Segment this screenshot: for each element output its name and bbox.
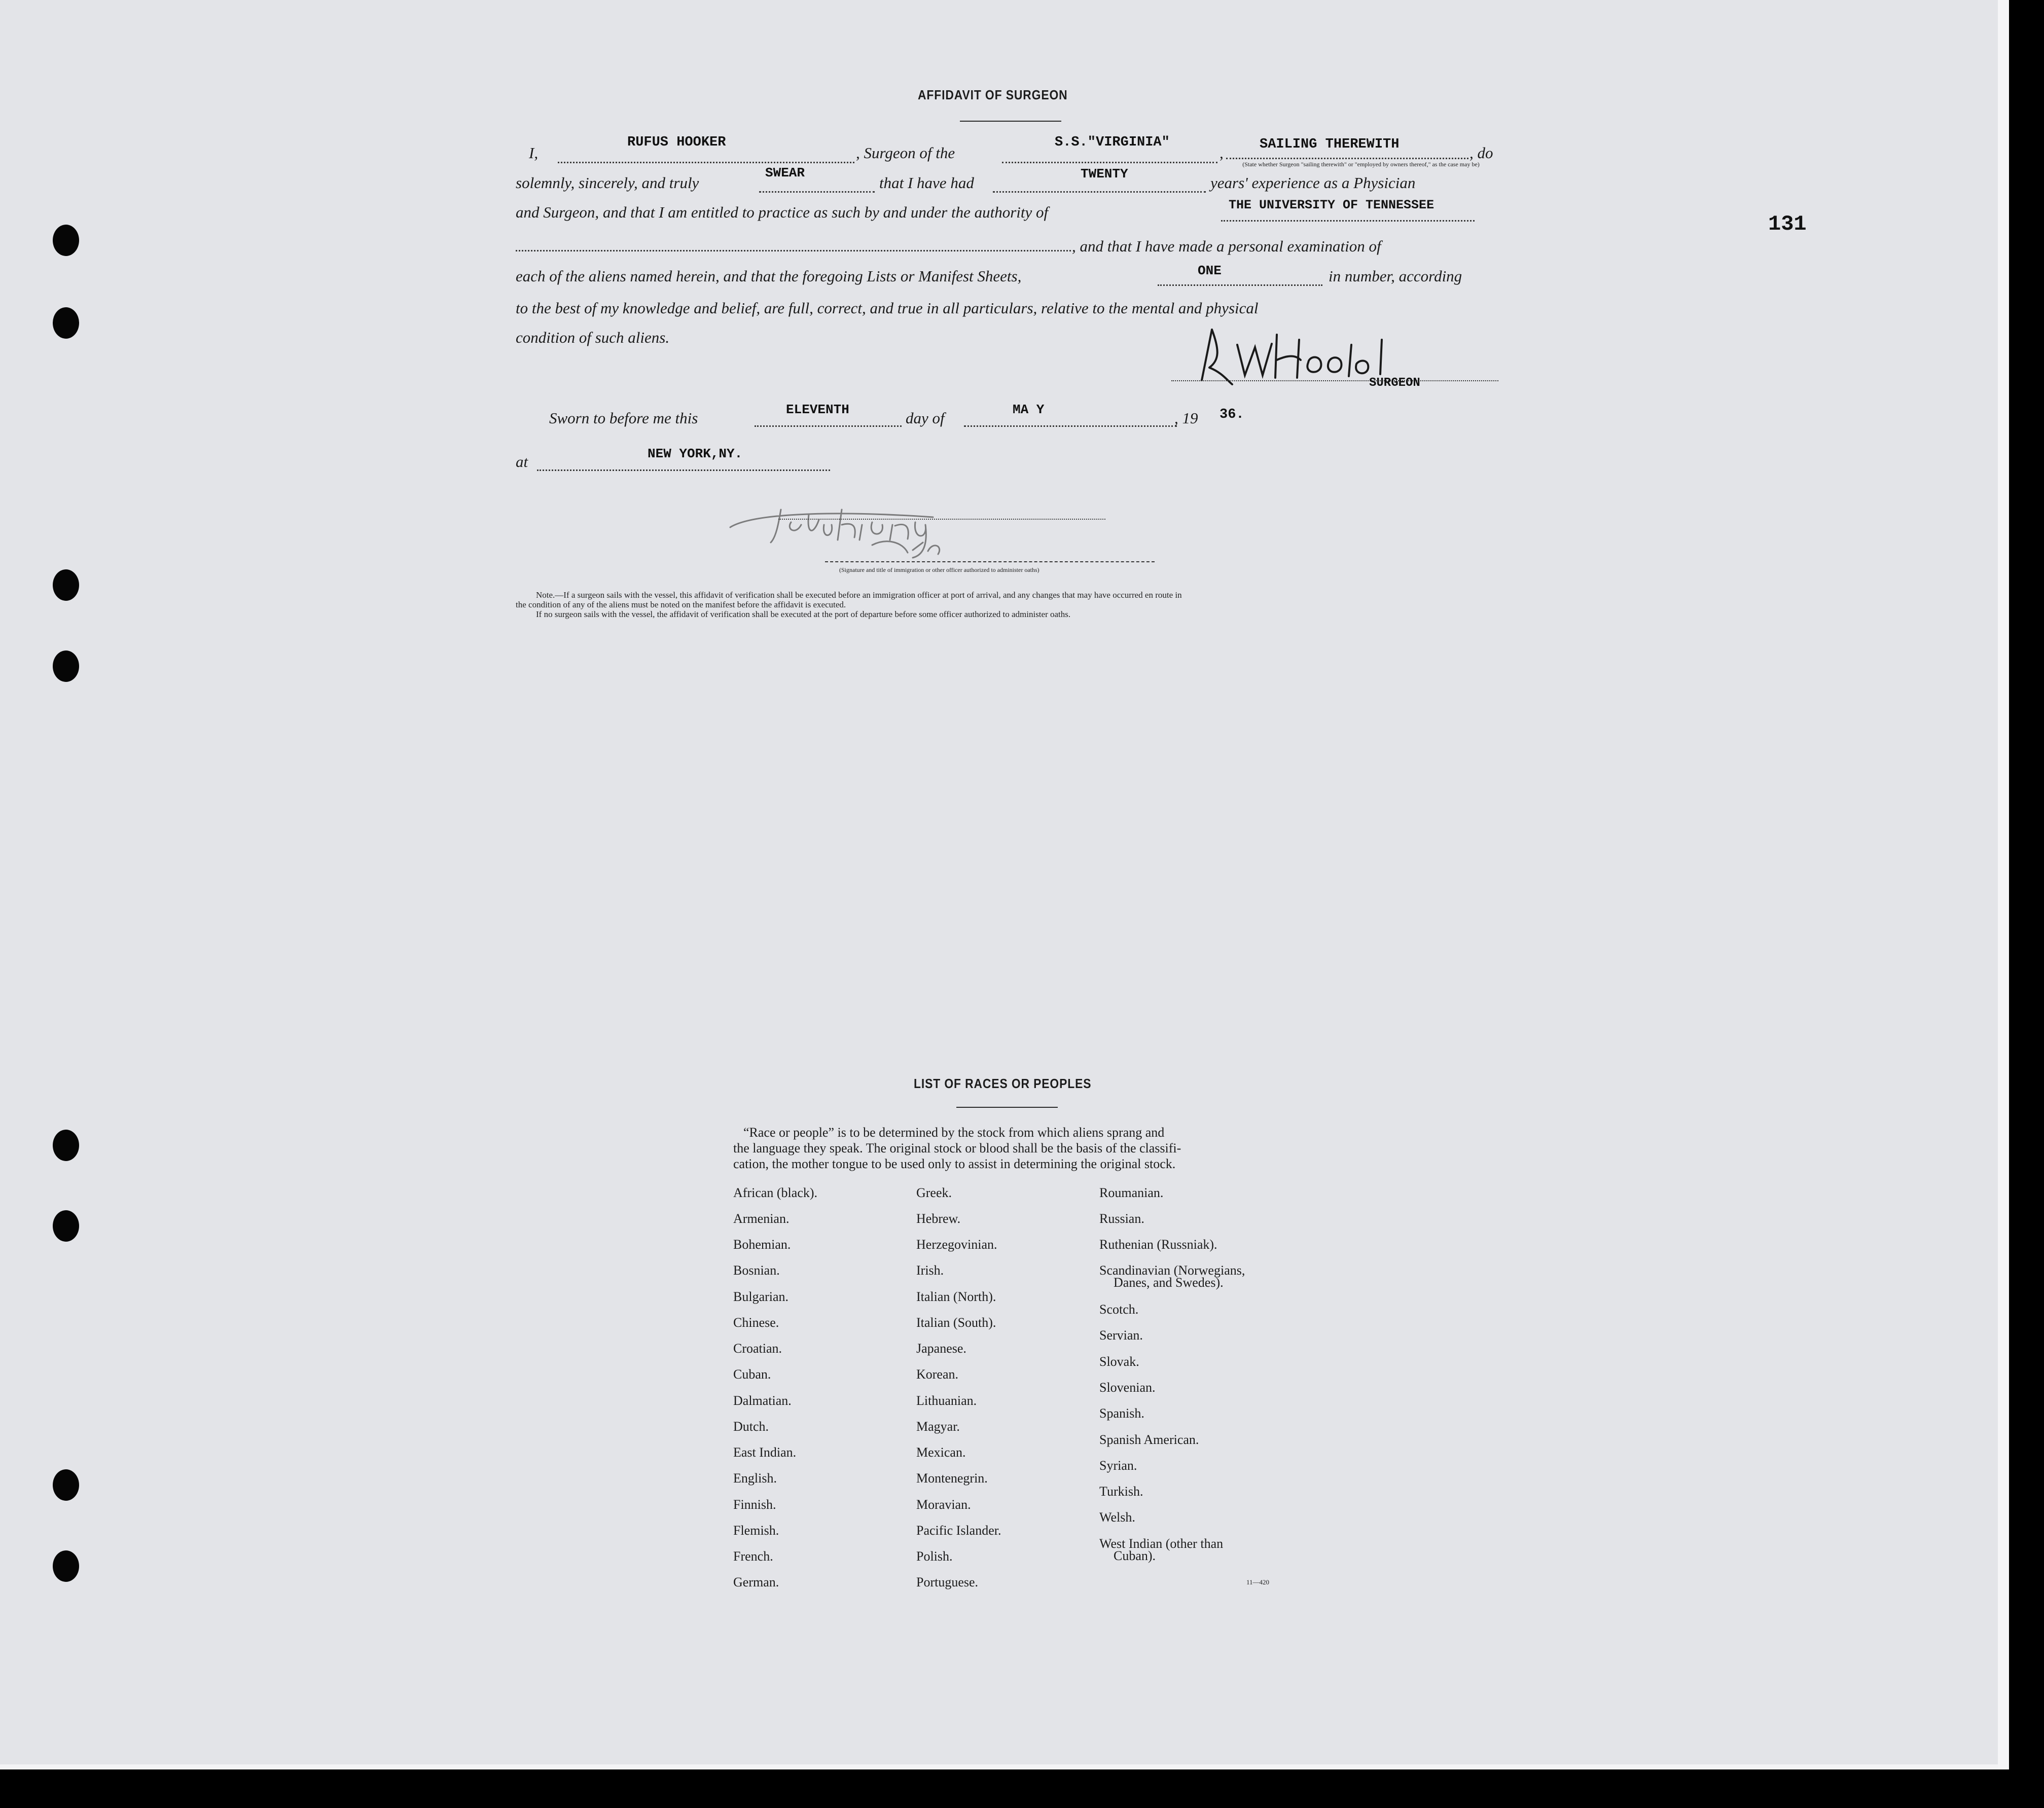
text-personal-exam: , and that I have made a personal examination of: [1072, 237, 1381, 255]
binder-hole: [53, 1130, 79, 1161]
race-item: Dutch.: [733, 1419, 769, 1434]
race-item: African (black).: [733, 1185, 818, 1200]
ship-name-field: S.S."VIRGINIA": [1055, 135, 1170, 150]
races-column-3: [1099, 1186, 1282, 1602]
oath-line: [759, 191, 875, 193]
race-item: Danes, and Swedes).: [1114, 1275, 1224, 1290]
race-item: Hebrew.: [916, 1211, 961, 1226]
race-item: Bohemian.: [733, 1237, 791, 1252]
race-item: Moravian.: [916, 1497, 971, 1512]
races-intro: [733, 1125, 1181, 1172]
race-item: Welsh.: [1099, 1510, 1135, 1525]
race-item: Japanese.: [916, 1341, 966, 1356]
years-line: [993, 191, 1206, 193]
surgeon-name-field: RUFUS HOOKER: [627, 135, 726, 150]
sworn-year-prefix: , 19: [1174, 409, 1198, 427]
binder-hole: [53, 650, 79, 682]
oath-word-field: SWEAR: [765, 165, 805, 180]
text-in-number: in number, according: [1329, 267, 1462, 285]
affidavit-note: [516, 590, 1182, 619]
races-column-1: [733, 1186, 906, 1602]
race-item: Irish.: [916, 1263, 944, 1278]
race-item: Scandinavian (Norwegians,: [1099, 1263, 1245, 1278]
race-item: Korean.: [916, 1367, 959, 1382]
text-to-the-best: to the best of my knowledge and belief, are full, correct, and true in all particulars, relative to the mental and physical: [516, 299, 1259, 317]
race-item: Bulgarian.: [733, 1289, 789, 1304]
race-item: Bosnian.: [733, 1263, 780, 1278]
authority-field: THE UNIVERSITY OF TENNESSEE: [1229, 198, 1435, 212]
races-column-2: [916, 1186, 1089, 1602]
race-item: Servian.: [1099, 1328, 1143, 1343]
races-title-underline: [956, 1107, 1058, 1108]
races-title: LIST OF RACES OR PEOPLES: [914, 1076, 1092, 1091]
race-item: Flemish.: [733, 1523, 779, 1538]
officer-signature: [720, 494, 1045, 563]
race-item: Dalmatian.: [733, 1393, 792, 1408]
race-item: Slovenian.: [1099, 1380, 1156, 1395]
race-item: Italian (South).: [916, 1315, 996, 1330]
race-item: Spanish American.: [1099, 1432, 1199, 1447]
binder-hole: [53, 1210, 79, 1242]
text-comma: ,: [1220, 144, 1224, 162]
surgeon-signature: [1181, 319, 1486, 395]
race-item: Pacific Islander.: [916, 1523, 1001, 1538]
authority-line: [1221, 220, 1475, 222]
officer-caption: (Signature and title of immigration or other officer authorized to administer oaths): [839, 566, 1039, 573]
years-field: TWENTY: [1081, 166, 1128, 182]
sailing-status-hint: (State whether Surgeon "sailing therewith" or "employed by owners thereof," as the case may be): [1242, 161, 1480, 168]
sworn-at: at: [516, 453, 528, 471]
race-item: Slovak.: [1099, 1354, 1139, 1369]
race-item: Italian (North).: [916, 1289, 996, 1304]
sworn-place-field: NEW YORK,NY.: [648, 446, 743, 461]
intro-line: “Race or people” is to be determined by the stock from which aliens sprang and: [743, 1125, 1165, 1140]
sheets-count-field: ONE: [1198, 263, 1222, 278]
text-i: I,: [529, 144, 539, 162]
race-item: Russian.: [1099, 1211, 1144, 1226]
sheet-edge: [1998, 0, 2009, 1769]
race-item: Scotch.: [1099, 1302, 1139, 1317]
race-item: Syrian.: [1099, 1458, 1137, 1473]
affidavit-title: AFFIDAVIT OF SURGEON: [918, 87, 1068, 102]
race-item: Greek.: [916, 1185, 952, 1200]
race-item: French.: [733, 1549, 773, 1564]
surgeon-name-line: [558, 162, 854, 163]
race-item: Ruthenian (Russniak).: [1099, 1237, 1217, 1252]
race-item: Armenian.: [733, 1211, 790, 1226]
binder-hole: [53, 1469, 79, 1501]
binder-hole: [53, 307, 79, 339]
intro-line: cation, the mother tongue to be used only to assist in determining the original stock.: [733, 1156, 1176, 1171]
race-item: Portuguese.: [916, 1575, 979, 1589]
note-line: If no surgeon sails with the vessel, the affidavit of verification shall be executed at the port of departure before some officer authorized to administer oaths.: [536, 609, 1071, 619]
note-line: the condition of any of the aliens must be noted on the manifest before the affidavit is executed.: [516, 600, 846, 609]
race-item: Cuban.: [733, 1367, 771, 1382]
race-item: West Indian (other than: [1099, 1536, 1224, 1551]
title-underline: [960, 121, 1061, 122]
authority-continuation-line: [516, 250, 1071, 251]
form-code: 11—420: [1246, 1578, 1270, 1586]
sheets-line: [1158, 284, 1322, 286]
race-item: Lithuanian.: [916, 1393, 977, 1408]
race-item: Montenegrin.: [916, 1471, 988, 1486]
binder-hole: [53, 225, 79, 256]
sworn-prefix: Sworn to before me this: [549, 409, 698, 427]
sailing-status-field: SAILING THEREWITH: [1260, 137, 1400, 152]
text-and-surgeon: and Surgeon, and that I am entitled to practice as such by and under the authority of: [516, 203, 1049, 221]
text-solemnly: solemnly, sincerely, and truly: [516, 174, 699, 192]
race-item: English.: [733, 1471, 777, 1486]
note-line: Note.—If a surgeon sails with the vessel, this affidavit of verification shall be executed before an immigration officer at port of arrival, and any changes that may have occurred en route in: [536, 590, 1182, 600]
race-item: Cuban).: [1114, 1548, 1156, 1563]
race-item: Chinese.: [733, 1315, 779, 1330]
binder-hole: [53, 1550, 79, 1582]
race-item: Spanish.: [1099, 1406, 1144, 1421]
text-surgeon-of-the: , Surgeon of the: [856, 144, 955, 162]
officer-upper-line: [778, 519, 1105, 520]
sworn-day-of: day of: [906, 409, 945, 427]
race-item: Finnish.: [733, 1497, 776, 1512]
text-years-experience: years' experience as a Physician: [1210, 174, 1416, 192]
text-do: , do: [1469, 144, 1493, 162]
race-item: Turkish.: [1099, 1484, 1143, 1499]
race-item: Croatian.: [733, 1341, 782, 1356]
binder-hole: [53, 569, 79, 601]
surgeon-label: SURGEON: [1369, 376, 1420, 390]
sworn-day-line: [755, 425, 902, 427]
race-item: Herzegovinian.: [916, 1237, 997, 1252]
intro-line: the language they speak. The original stock or blood shall be the basis of the classifi-: [733, 1141, 1181, 1155]
race-item: Roumanian.: [1099, 1185, 1164, 1200]
race-item: Polish.: [916, 1549, 953, 1564]
text-that-i-have-had: that I have had: [879, 174, 974, 192]
race-item: German.: [733, 1575, 779, 1589]
surgeon-signature-line: [1171, 380, 1498, 381]
sworn-day-field: ELEVENTH: [786, 402, 849, 417]
race-item: East Indian.: [733, 1445, 797, 1460]
ship-line: [1002, 162, 1217, 163]
sworn-year-field: 36.: [1220, 407, 1244, 422]
race-item: Magyar.: [916, 1419, 960, 1434]
sailing-line: [1226, 158, 1468, 159]
sworn-place-line: [537, 469, 830, 471]
sworn-month-field: MA Y: [1013, 402, 1045, 417]
page-number: 131: [1768, 212, 1807, 236]
text-condition: condition of such aliens.: [516, 329, 670, 346]
text-each-of-aliens: each of the aliens named herein, and that the foregoing Lists or Manifest Sheets,: [516, 267, 1022, 285]
officer-signature-line: [825, 561, 1155, 562]
sworn-month-line: [964, 425, 1177, 427]
race-item: Mexican.: [916, 1445, 966, 1460]
